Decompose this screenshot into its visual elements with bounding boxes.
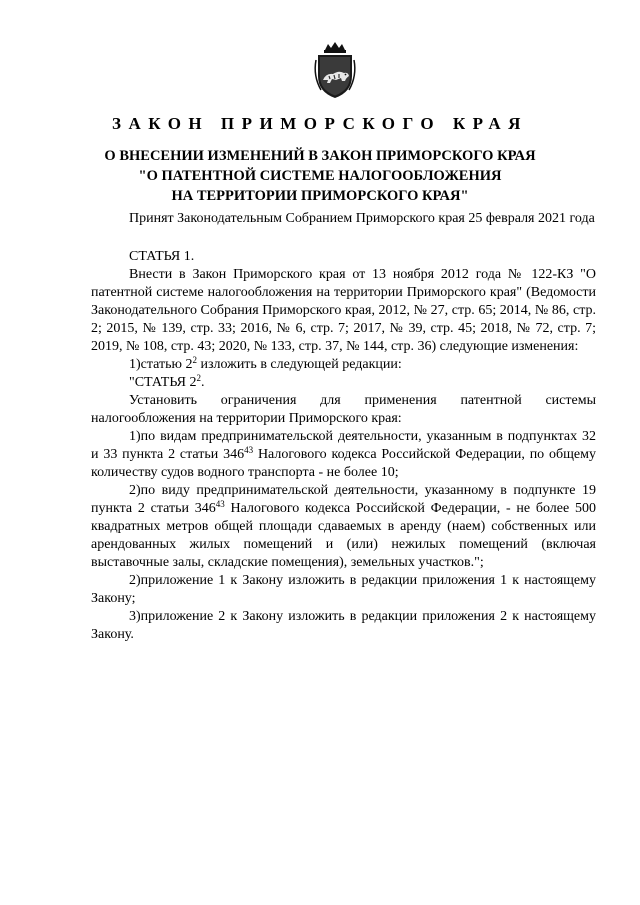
coat-of-arms-icon xyxy=(312,40,358,100)
subtitle-line-1: О ВНЕСЕНИИ ИЗМЕНЕНИЙ В ЗАКОН ПРИМОРСКОГО КРАЯ xyxy=(104,148,536,164)
subtitle-line-2: "О ПАТЕНТНОЙ СИСТЕМЕ НАЛОГООБЛОЖЕНИЯ xyxy=(138,168,502,184)
article-intro: Внести в Закон Приморского края от 13 ноября 2012 года № 122-КЗ "О патентной системе налогообложения на территории Приморского края" (Ведомости Законодательного Собрания Приморского края, 2012, № 27, стр. 65; 2014, № 86, стр. 2; 2015, № 139, стр. 33; 2016, № 6, стр. 7; 2017, № 39, стр. 45; 2018, № 72, стр. 7; 2019, № 108, стр. 43; 2020, № 133, стр. 37, № 144, стр. 36) следующие изменения: xyxy=(91,267,596,354)
subitem-2: 2)по виду предпринимательской деятельности, указанному в подпункте 19 пункта 2 статьи $346^{43}$ Налогового кодекса Российской Федерации, - не более 500 квадратных метров общей площади сдаваемых в аренду (наем) собственных или арендованных жилых помещений и (или) нежилых помещений (включая выставочные залы, складские помещения), земельных участков."; xyxy=(91,483,596,570)
law-title: ЗАКОН ПРИМОРСКОГО КРАЯ xyxy=(112,114,528,133)
subtitle-line-3: НА ТЕРРИТОРИИ ПРИМОРСКОГО КРАЯ" xyxy=(171,188,469,204)
law-subtitle xyxy=(0,146,640,206)
establish-paragraph: Установить ограничения для применения патентной системы налогообложения на территории Приморского края: xyxy=(91,393,596,426)
item-1: 1)статью $2^2$ изложить в следующей редакции: xyxy=(129,355,402,372)
item-2: 2)приложение 1 к Закону изложить в редакции приложения 1 к настоящему Закону; xyxy=(91,573,596,606)
article-heading: СТАТЬЯ 1. xyxy=(129,249,195,264)
subitem-1: 1)по видам предпринимательской деятельности, указанным в подпунктах 32 и 33 пункта 2 статьи $346^{43}$ Налогового кодекса Российской Федерации, по общему количеству судов водного транспорта - не более 10; xyxy=(91,429,596,480)
new-article-heading: "СТАТЬЯ $2^2$. xyxy=(129,373,205,390)
item-3: 3)приложение 2 к Закону изложить в редакции приложения 2 к настоящему Закону. xyxy=(91,609,596,642)
document-body xyxy=(91,210,596,644)
adoption-note: Принят Законодательным Собранием Приморского края 25 февраля 2021 года xyxy=(129,211,595,226)
